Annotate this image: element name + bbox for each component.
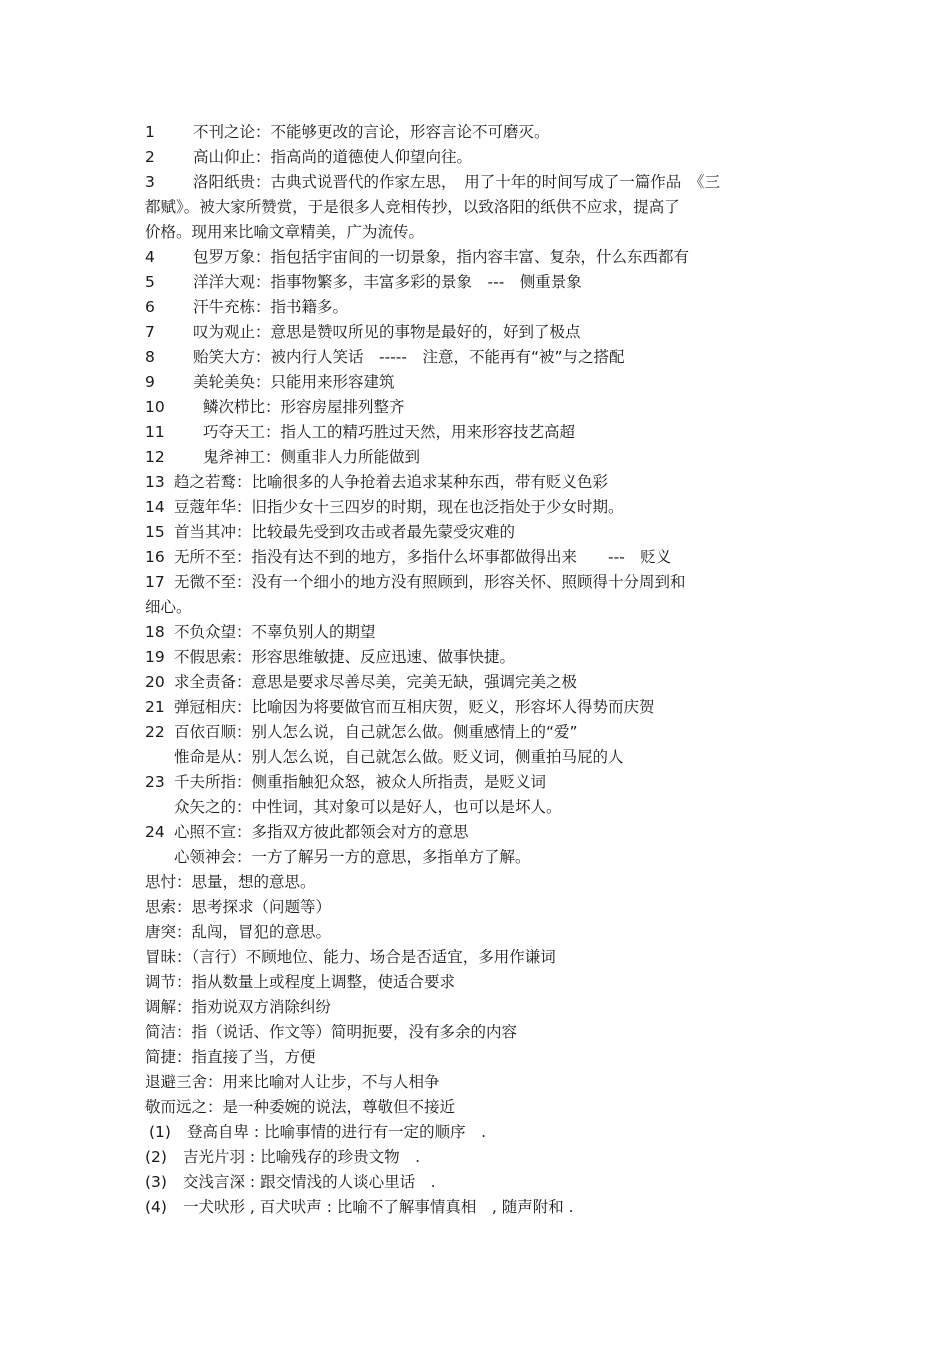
item-text: 首当其冲：比较最先受到攻击或者最先蒙受灾难的: [174, 523, 516, 541]
phrase-number: (2): [145, 1148, 167, 1166]
item-text: 不假思索：形容思维敏捷、反应迅速、做事快捷。: [174, 648, 516, 666]
list-sub-item: 惟命是从：别人怎么说，自己就怎么做。贬义词，侧重拍马屁的人: [174, 748, 624, 766]
item-number: 21: [145, 698, 165, 716]
item-text: 求全责备：意思是要求尽善尽美，完美无缺，强调完美之极: [174, 673, 578, 691]
item-text: 豆蔻年华：旧指少女十三四岁的时期，现在也泛指处于少女时期。: [174, 498, 624, 516]
item-number: 13: [145, 473, 165, 491]
item-number: 7: [145, 323, 155, 341]
item-number: 1: [145, 123, 155, 141]
word-entry: 简洁：指（说话、作文等）简明扼要，没有多余的内容: [145, 1023, 518, 1041]
item-number: 20: [145, 673, 165, 691]
item-text: 趋之若鹜：比喻很多的人争抢着去追求某种东西，带有贬义色彩: [174, 473, 609, 491]
list-item: [145, 395, 815, 420]
word-entry: 调解：指劝说双方消除纠纷: [145, 998, 332, 1016]
item-number: 8: [145, 348, 155, 366]
item-text: 不负众望：不辜负别人的期望: [174, 623, 376, 641]
item-text: 无微不至：没有一个细小的地方没有照顾到，形容关怀、照顾得十分周到和: [174, 573, 686, 591]
item-number: 3: [145, 173, 155, 191]
item-text: 洛阳纸贵：古典式说晋代的作家左思， 用了十年的时间写成了一篇作品 《三: [193, 173, 721, 191]
list-item: [145, 445, 815, 470]
item-text: 心照不宣：多指双方彼此都领会对方的意思: [174, 823, 469, 841]
item-number: 22: [145, 723, 165, 741]
item-text: 叹为观止：意思是赞叹所见的事物是最好的，好到了极点: [193, 323, 581, 341]
word-entry: 思索：思考探求（问题等）: [145, 898, 332, 916]
item-text: 汗牛充栋：指书籍多。: [193, 298, 349, 316]
list-item: [145, 720, 815, 745]
word-entry: 冒昧：（言行）不顾地位、能力、场合是否适宜，多用作谦词: [145, 948, 556, 966]
word-entry: 思忖：思量，想的意思。: [145, 873, 316, 891]
list-sub-item: 心领神会：一方了解另一方的意思，多指单方了解。: [174, 848, 531, 866]
item-number: 24: [145, 823, 165, 841]
list-item-continuation: 都赋》。被大家所赞赏，于是很多人竞相传抄，以致洛阳的纸供不应求，提高了: [145, 198, 680, 216]
item-text: 巧夺天工：指人工的精巧胜过天然，用来形容技艺高超: [203, 423, 576, 441]
item-text: 弹冠相庆：比喻因为将要做官而互相庆贺，贬义，形容坏人得势而庆贺: [174, 698, 655, 716]
list-item: [145, 120, 815, 145]
item-number: 14: [145, 498, 165, 516]
item-number: 5: [145, 273, 155, 291]
item-text: 鳞次栉比：形容房屋排列整齐: [203, 398, 405, 416]
word-entry: 敬而远之：是一种委婉的说法，尊敬但不接近: [145, 1098, 456, 1116]
item-text: 百依百顺：别人怎么说，自己就怎么做。侧重感情上的“爱”: [174, 723, 578, 741]
item-number: 4: [145, 248, 155, 266]
word-entry: 唐突：乱闯，冒犯的意思。: [145, 923, 332, 941]
list-item: [145, 470, 815, 495]
list-sub-item: 众矢之的：中性词，其对象可以是好人，也可以是坏人。: [174, 798, 562, 816]
list-item: [145, 370, 815, 395]
item-text: 贻笑大方：被内行人笑话 ----- 注意，不能再有“被”与之搭配: [193, 348, 625, 366]
item-text: 美轮美奂：只能用来形容建筑: [193, 373, 395, 391]
item-number: 9: [145, 373, 155, 391]
list-item: [145, 295, 815, 320]
item-text: 鬼斧神工：侧重非人力所能做到: [203, 448, 421, 466]
list-item: [145, 520, 815, 545]
phrase-text: 登高自卑 : 比喻事情的进行有一定的顺序 .: [187, 1123, 487, 1141]
list-item: [145, 620, 815, 645]
list-item: [145, 670, 815, 695]
list-item: [145, 270, 815, 295]
list-item: [145, 145, 815, 170]
item-text: 无所不至：指没有达不到的地方，多指什么坏事都做得出来 --- 贬义: [174, 548, 672, 566]
phrase-entry: [145, 1170, 815, 1195]
list-item-continuation: 细心。: [145, 598, 192, 616]
word-entry: 退避三舍：用来比喻对人让步，不与人相争: [145, 1073, 440, 1091]
list-item: [145, 320, 815, 345]
item-number: 17: [145, 573, 165, 591]
phrase-entry: [145, 1145, 815, 1170]
word-entry: 简捷：指直接了当，方便: [145, 1048, 316, 1066]
phrase-text: 吉光片羽 : 比喻残存的珍贵文物 .: [183, 1148, 421, 1166]
item-number: 6: [145, 298, 155, 316]
list-item: [145, 245, 815, 270]
item-number: 10: [145, 398, 165, 416]
item-number: 15: [145, 523, 165, 541]
list-item: [145, 170, 815, 195]
phrase-text: 交浅言深 : 跟交情浅的人谈心里话 .: [183, 1173, 436, 1191]
document-body: [145, 120, 815, 1220]
list-item: [145, 545, 815, 570]
item-number: 2: [145, 148, 155, 166]
item-number: 16: [145, 548, 165, 566]
item-number: 23: [145, 773, 165, 791]
phrase-entry: [145, 1195, 815, 1220]
list-item: [145, 345, 815, 370]
phrase-number: (3): [145, 1173, 167, 1191]
item-text: 洋洋大观：指事物繁多，丰富多彩的景象 --- 侧重景象: [193, 273, 582, 291]
list-item: [145, 695, 815, 720]
list-item: [145, 495, 815, 520]
list-item: [145, 770, 815, 795]
item-number: 12: [145, 448, 165, 466]
list-item-continuation: 价格。现用来比喻文章精美，广为流传。: [145, 223, 425, 241]
list-item: [145, 420, 815, 445]
item-text: 高山仰止：指高尚的道德使人仰望向往。: [193, 148, 473, 166]
item-text: 千夫所指：侧重指触犯众怒，被众人所指责，是贬义词: [174, 773, 547, 791]
item-number: 11: [145, 423, 165, 441]
item-number: 19: [145, 648, 165, 666]
item-text: 不刊之论：不能够更改的言论，形容言论不可磨灭。: [193, 123, 550, 141]
item-text: 包罗万象：指包括宇宙间的一切景象，指内容丰富、复杂，什么东西都有: [193, 248, 690, 266]
list-item: [145, 645, 815, 670]
phrase-number: (1): [149, 1123, 171, 1141]
phrase-text: 一犬吠形 , 百犬吠声 : 比喻不了解事情真相 , 随声附和 .: [183, 1198, 574, 1216]
list-item: [145, 570, 815, 595]
phrase-number: (4): [145, 1198, 167, 1216]
list-item: [145, 820, 815, 845]
phrase-entry: [145, 1120, 815, 1145]
word-entry: 调节：指从数量上或程度上调整，使适合要求: [145, 973, 456, 991]
item-number: 18: [145, 623, 165, 641]
